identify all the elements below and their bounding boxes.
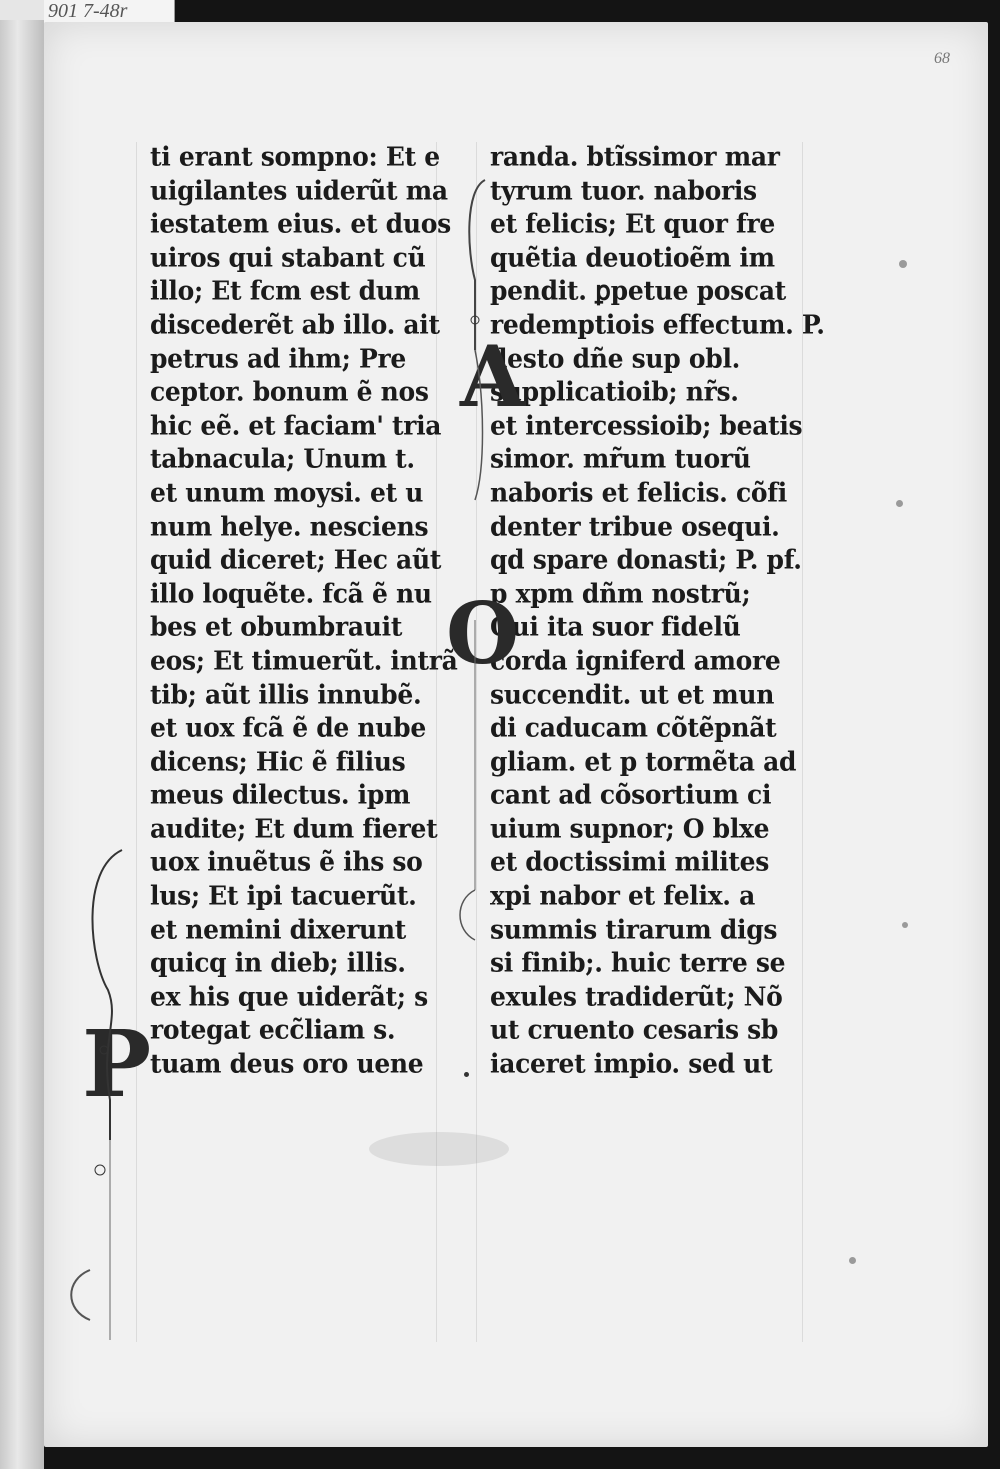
text-line: cant ad cõsortium ci (490, 779, 772, 810)
stain-spot (902, 922, 908, 928)
text-line: quicq in dieb; illis. (150, 947, 406, 978)
text-line: p xpm dñm nostrũ; (490, 577, 751, 609)
text-line: si finib;. huic terre se (490, 947, 786, 978)
text-line: et uox fcã ẽ de nube (150, 712, 426, 743)
text-line: exules tradiderũt; Nõ (490, 981, 783, 1012)
text-line: lus; Et ipi tacuerũt. (150, 880, 417, 911)
text-line: ceptor. bonum ẽ nos (150, 376, 429, 407)
text-line: pendit. ꝑpetue poscat (490, 275, 786, 307)
text-line: et doctissimi milites (490, 846, 770, 878)
text-line: ut cruento cesaris sb (490, 1014, 779, 1046)
text-line: qd spare donasti; P. pf. (490, 544, 802, 575)
text-line: discederẽt ab illo. ait (150, 309, 440, 340)
text-line: et nemini dixerunt (150, 913, 407, 945)
text-line: quid diceret; Hec aũt (150, 544, 442, 575)
text-line: corda igniferd amore (490, 645, 781, 676)
text-line: et felicis; Et quor fre (490, 208, 775, 239)
text-line: Qui ita suor fidelũ (490, 611, 741, 643)
text-line: tuam deus oro uene (150, 1048, 424, 1079)
right-text-column (490, 140, 825, 1081)
text-line: tyrum tuor. naboris (490, 174, 757, 206)
text-line: ti erant sompno: Et e (150, 141, 440, 172)
penwork-flourish-left (60, 840, 150, 1360)
text-line: redemptiois effectum. P. (490, 309, 825, 340)
text-line: naboris et felicis. cõfi (490, 477, 787, 508)
smudge (369, 1132, 509, 1166)
initial-p: P (82, 1010, 152, 1118)
text-line: uox inuẽtus ẽ ihs so (150, 846, 423, 878)
text-line: desto dñe sup obl. (490, 342, 741, 374)
text-line: audite; Et dum fieret (150, 813, 438, 844)
text-line: supplicatioib; nr̃s. (490, 376, 739, 407)
text-line: ex his que uiderãt; s (150, 981, 428, 1012)
left-text-column (150, 140, 458, 1081)
text-line: tabnacula; Unum t. (150, 443, 415, 475)
text-line: succendit. ut et mun (490, 678, 775, 710)
stain-spot (464, 1072, 469, 1077)
text-line: meus dilectus. ipm (150, 779, 411, 810)
text-line: et intercessioib; beatis (490, 410, 803, 441)
text-line: iaceret impio. sed ut (490, 1048, 773, 1079)
text-line: uigilantes uiderũt ma (150, 174, 448, 206)
text-line: uiros qui stabant cũ (150, 242, 426, 273)
folio-number: 68 (934, 50, 950, 67)
initial-o: O (446, 584, 520, 683)
stain-spot (899, 260, 907, 268)
text-line: summis tirarum digs (490, 913, 778, 945)
text-line: randa. btĩssimor mar (490, 141, 780, 172)
text-line: denter tribue osequi. (490, 510, 780, 542)
text-line: rotegat ecc̃liam s. (150, 1014, 396, 1046)
stain-spot (896, 500, 903, 507)
text-line: illo; Et fcm est dum (150, 275, 420, 307)
tab-note: 901 7-48r (48, 0, 128, 22)
text-line: quẽtia deuotioẽm im (490, 242, 775, 273)
text-line: dicens; Hic ẽ filius (150, 745, 406, 777)
text-line: di caducam cõtẽpnãt (490, 712, 777, 743)
text-line: tib; aũt illis innubẽ. (150, 678, 422, 710)
text-line: uium supnor; O blxe (490, 813, 770, 844)
penwork-flourish-right (455, 170, 505, 950)
initial-a: A (460, 327, 526, 426)
text-line: xpi nabor et felix. a (490, 880, 756, 911)
text-line: et unum moysi. et u (150, 477, 424, 508)
text-line: illo loquẽte. fcã ẽ nu (150, 577, 432, 609)
text-line: hic eẽ. et faciam' tria (150, 410, 442, 441)
text-line: gliam. et p tormẽta ad (490, 745, 797, 777)
previous-page-edge (0, 0, 44, 1469)
text-line: eos; Et timuerũt. intrã (150, 645, 458, 676)
stain-spot (849, 1257, 856, 1264)
text-line: petrus ad ihm; Pre (150, 342, 406, 374)
text-line: num helye. nesciens (150, 510, 429, 542)
text-line: iestatem eius. et duos (150, 208, 451, 239)
text-line: simor. mr̃um tuorũ (490, 443, 751, 475)
text-line: bes et obumbrauit (150, 611, 403, 643)
